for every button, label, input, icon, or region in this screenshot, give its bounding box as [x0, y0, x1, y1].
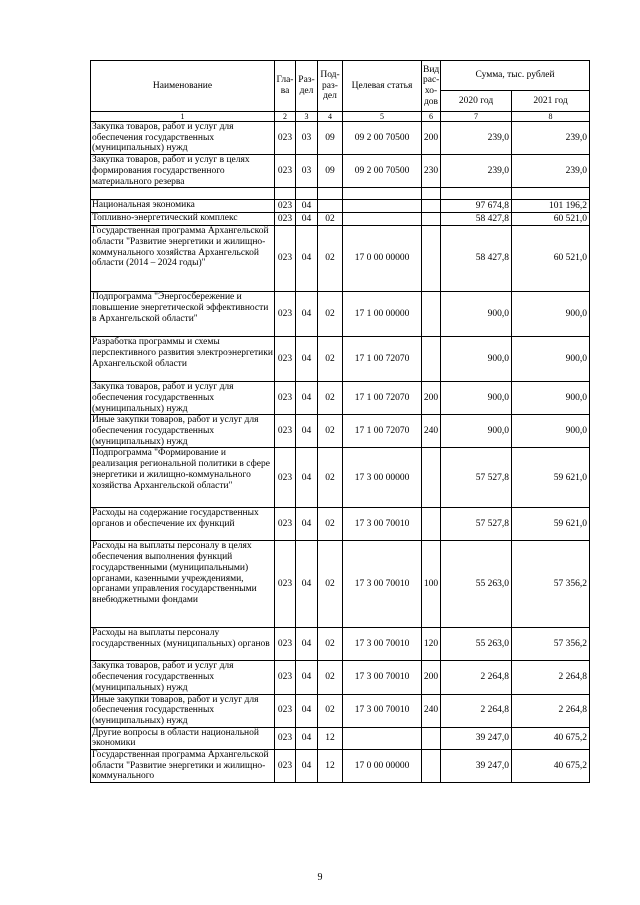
cell-name: Расходы на выплаты персоналу в целях обеспечения выполнения функций государственными (муниципальными) органами, казенными учреждениями, органами управления государственными внебюджетными фондами [91, 541, 275, 628]
cell-razdel: 04 [296, 541, 318, 628]
cell-2020: 900,0 [441, 382, 512, 415]
cell-podrazdel: 02 [318, 415, 343, 448]
cell-2020: 2 264,8 [441, 694, 512, 727]
table-row [91, 694, 590, 727]
cell-razdel: 04 [296, 292, 318, 337]
cell-glava: 023 [275, 122, 296, 155]
cell-2021: 239,0 [512, 155, 590, 188]
cell-target: 17 0 00 00000 [343, 750, 422, 783]
cell-podrazdel: 02 [318, 694, 343, 727]
cell-2021: 60 521,0 [512, 226, 590, 292]
cell-2021: 59 621,0 [512, 508, 590, 541]
table-row [91, 750, 590, 783]
cell-2020: 2 264,8 [441, 661, 512, 694]
cell-vid [422, 213, 441, 226]
cell-glava: 023 [275, 628, 296, 661]
index-cell: 3 [296, 112, 318, 122]
cell-glava: 023 [275, 448, 296, 508]
cell-2020: 58 427,8 [441, 213, 512, 226]
cell-podrazdel: 02 [318, 541, 343, 628]
index-cell: 1 [91, 112, 275, 122]
cell-podrazdel: 02 [318, 337, 343, 382]
cell-vid [422, 448, 441, 508]
cell-name: Расходы на выплаты персоналу государственных (муниципальных) органов [91, 628, 275, 661]
table-row [91, 122, 590, 155]
index-cell: 5 [343, 112, 422, 122]
cell-target [343, 213, 422, 226]
cell-2020: 58 427,8 [441, 226, 512, 292]
cell-podrazdel: 02 [318, 382, 343, 415]
cell-name: Подпрограмма "Формирование и реализация региональной политики в сфере энергетики и жилищно-коммунального хозяйства Архангельской области" [91, 448, 275, 508]
cell-razdel: 04 [296, 628, 318, 661]
cell-glava: 023 [275, 213, 296, 226]
cell-razdel: 03 [296, 155, 318, 188]
cell-podrazdel: 02 [318, 448, 343, 508]
cell-2020: 239,0 [441, 155, 512, 188]
empty-cell [512, 188, 590, 200]
cell-glava: 023 [275, 292, 296, 337]
cell-target: 17 1 00 72070 [343, 415, 422, 448]
cell-2021: 57 356,2 [512, 628, 590, 661]
table-row [91, 661, 590, 694]
cell-glava: 023 [275, 382, 296, 415]
cell-name: Иные закупки товаров, работ и услуг для обеспечения государственных (муниципальных) нужд [91, 415, 275, 448]
table-row [91, 337, 590, 382]
cell-2021: 900,0 [512, 292, 590, 337]
cell-target: 17 1 00 72070 [343, 382, 422, 415]
cell-glava: 023 [275, 727, 296, 749]
cell-target: 09 2 00 70500 [343, 155, 422, 188]
cell-target [343, 200, 422, 213]
cell-razdel: 04 [296, 508, 318, 541]
cell-2020: 57 527,8 [441, 508, 512, 541]
cell-name: Закупка товаров, работ и услуг для обеспечения государственных (муниципальных) нужд [91, 382, 275, 415]
table-row [91, 541, 590, 628]
header-2021: 2021 год [512, 91, 590, 112]
header-sum: Сумма, тыс. рублей [441, 61, 590, 91]
cell-podrazdel [318, 200, 343, 213]
cell-razdel: 04 [296, 382, 318, 415]
cell-target: 17 3 00 00000 [343, 448, 422, 508]
table-row [91, 155, 590, 188]
cell-razdel: 04 [296, 337, 318, 382]
cell-vid [422, 727, 441, 749]
page-number: 9 [317, 872, 323, 883]
cell-2020: 57 527,8 [441, 448, 512, 508]
cell-2020: 239,0 [441, 122, 512, 155]
cell-razdel: 04 [296, 200, 318, 213]
cell-2021: 900,0 [512, 382, 590, 415]
empty-cell [318, 188, 343, 200]
cell-vid: 200 [422, 382, 441, 415]
cell-target: 17 3 00 70010 [343, 541, 422, 628]
cell-glava: 023 [275, 337, 296, 382]
cell-2021: 900,0 [512, 337, 590, 382]
table-row [91, 213, 590, 226]
cell-razdel: 04 [296, 226, 318, 292]
cell-2020: 97 674,8 [441, 200, 512, 213]
cell-podrazdel: 09 [318, 122, 343, 155]
index-cell: 6 [422, 112, 441, 122]
cell-vid: 240 [422, 694, 441, 727]
cell-vid [422, 750, 441, 783]
cell-vid: 230 [422, 155, 441, 188]
cell-2021: 101 196,2 [512, 200, 590, 213]
cell-name: Подпрограмма "Энергосбережение и повышение энергетической эффективности в Архангельской области" [91, 292, 275, 337]
cell-target: 17 1 00 72070 [343, 337, 422, 382]
cell-glava: 023 [275, 694, 296, 727]
empty-cell [422, 188, 441, 200]
cell-vid: 200 [422, 661, 441, 694]
table-row [91, 415, 590, 448]
cell-vid: 100 [422, 541, 441, 628]
cell-vid: 240 [422, 415, 441, 448]
cell-2021: 2 264,8 [512, 694, 590, 727]
cell-2020: 900,0 [441, 337, 512, 382]
cell-vid [422, 337, 441, 382]
cell-2020: 55 263,0 [441, 541, 512, 628]
cell-target: 09 2 00 70500 [343, 122, 422, 155]
cell-2021: 60 521,0 [512, 213, 590, 226]
table-body [91, 122, 590, 783]
header-podrazdel: Под-раз-дел [318, 61, 343, 112]
cell-vid: 200 [422, 122, 441, 155]
cell-2021: 2 264,8 [512, 661, 590, 694]
cell-podrazdel: 02 [318, 213, 343, 226]
cell-podrazdel: 12 [318, 727, 343, 749]
cell-razdel: 04 [296, 750, 318, 783]
index-row [91, 112, 590, 122]
cell-2021: 239,0 [512, 122, 590, 155]
spacer-row [91, 188, 590, 200]
cell-vid: 120 [422, 628, 441, 661]
table-row [91, 508, 590, 541]
cell-glava: 023 [275, 750, 296, 783]
cell-target: 17 3 00 70010 [343, 694, 422, 727]
header-2020: 2020 год [441, 91, 512, 112]
cell-2021: 59 621,0 [512, 448, 590, 508]
header-vid: Вид рас-хо-дов [422, 61, 441, 112]
cell-glava: 023 [275, 200, 296, 213]
table-row [91, 226, 590, 292]
cell-vid [422, 226, 441, 292]
cell-razdel: 03 [296, 122, 318, 155]
cell-glava: 023 [275, 541, 296, 628]
empty-cell [91, 188, 275, 200]
header-razdel: Раз-дел [296, 61, 318, 112]
cell-podrazdel: 02 [318, 628, 343, 661]
cell-razdel: 04 [296, 415, 318, 448]
cell-vid [422, 292, 441, 337]
cell-razdel: 04 [296, 448, 318, 508]
cell-2021: 57 356,2 [512, 541, 590, 628]
cell-2020: 39 247,0 [441, 750, 512, 783]
cell-name: Разработка программы и схемы перспективного развития электроэнергетики Архангельской области [91, 337, 275, 382]
index-cell: 8 [512, 112, 590, 122]
empty-cell [275, 188, 296, 200]
cell-podrazdel: 02 [318, 226, 343, 292]
cell-podrazdel: 09 [318, 155, 343, 188]
empty-cell [343, 188, 422, 200]
header-name: Наименование [91, 61, 275, 112]
empty-cell [296, 188, 318, 200]
empty-cell [441, 188, 512, 200]
cell-2021: 40 675,2 [512, 727, 590, 749]
cell-podrazdel: 02 [318, 508, 343, 541]
cell-vid [422, 508, 441, 541]
table-row [91, 727, 590, 749]
table-row [91, 200, 590, 213]
cell-glava: 023 [275, 508, 296, 541]
cell-2021: 40 675,2 [512, 750, 590, 783]
cell-name: Закупка товаров, работ и услуг для обеспечения государственных (муниципальных) нужд [91, 122, 275, 155]
table-row [91, 628, 590, 661]
cell-name: Другие вопросы в области национальной экономики [91, 727, 275, 749]
cell-razdel: 04 [296, 694, 318, 727]
index-cell: 7 [441, 112, 512, 122]
cell-name: Государственная программа Архангельской области "Развитие энергетики и жилищно-коммунального хозяйства Архангельской области (2014 – 2024 годы)" [91, 226, 275, 292]
cell-target: 17 3 00 70010 [343, 508, 422, 541]
cell-podrazdel: 12 [318, 750, 343, 783]
cell-target: 17 1 00 00000 [343, 292, 422, 337]
cell-name: Национальная экономика [91, 200, 275, 213]
cell-2020: 39 247,0 [441, 727, 512, 749]
table-row [91, 448, 590, 508]
index-cell: 2 [275, 112, 296, 122]
cell-target: 17 0 00 00000 [343, 226, 422, 292]
index-cell: 4 [318, 112, 343, 122]
header-target: Целевая статья [343, 61, 422, 112]
cell-name: Государственная программа Архангельской области "Развитие энергетики и жилищно-коммунального [91, 750, 275, 783]
cell-glava: 023 [275, 415, 296, 448]
table-row [91, 382, 590, 415]
cell-target: 17 3 00 70010 [343, 661, 422, 694]
cell-glava: 023 [275, 155, 296, 188]
cell-glava: 023 [275, 226, 296, 292]
cell-name: Закупка товаров, работ и услуг для обеспечения государственных (муниципальных) нужд [91, 661, 275, 694]
cell-target: 17 3 00 70010 [343, 628, 422, 661]
cell-razdel: 04 [296, 213, 318, 226]
cell-name: Закупка товаров, работ и услуг в целях формирования государственного материального резерва [91, 155, 275, 188]
cell-2020: 900,0 [441, 415, 512, 448]
cell-vid [422, 200, 441, 213]
cell-razdel: 04 [296, 727, 318, 749]
cell-2020: 55 263,0 [441, 628, 512, 661]
cell-podrazdel: 02 [318, 661, 343, 694]
cell-target [343, 727, 422, 749]
cell-2020: 900,0 [441, 292, 512, 337]
table-row [91, 292, 590, 337]
header-glava: Гла-ва [275, 61, 296, 112]
cell-glava: 023 [275, 661, 296, 694]
cell-name: Расходы на содержание государственных органов и обеспечение их функций [91, 508, 275, 541]
cell-name: Иные закупки товаров, работ и услуг для обеспечения государственных (муниципальных) нужд [91, 694, 275, 727]
cell-podrazdel: 02 [318, 292, 343, 337]
cell-razdel: 04 [296, 661, 318, 694]
cell-name: Топливно-энергетический комплекс [91, 213, 275, 226]
budget-table [90, 60, 590, 783]
cell-2021: 900,0 [512, 415, 590, 448]
